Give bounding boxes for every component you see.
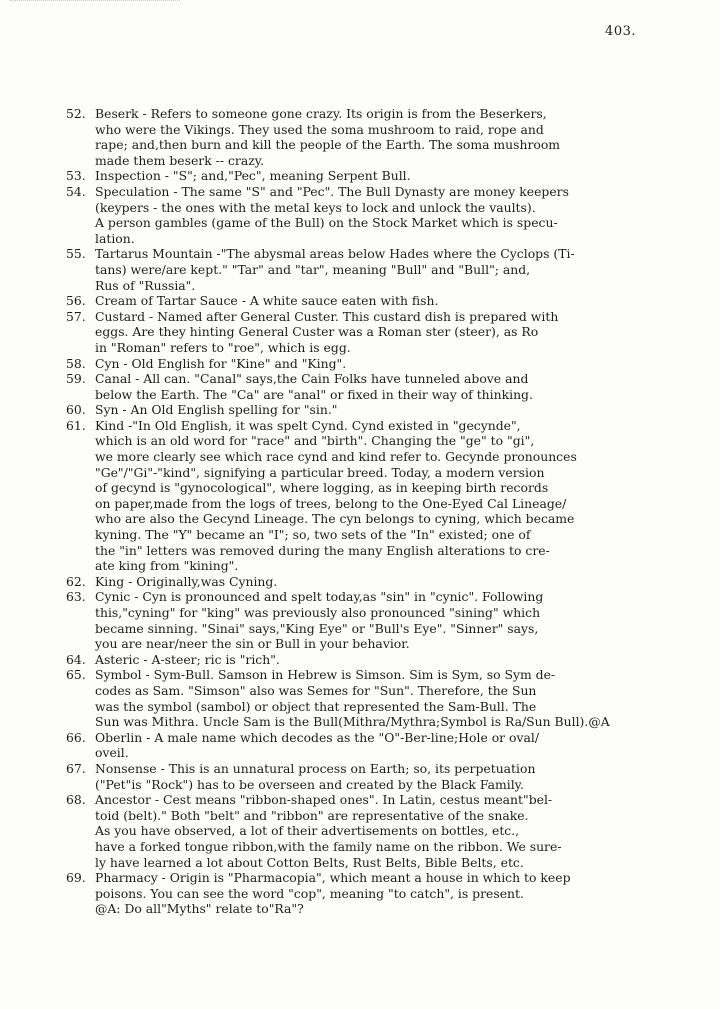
- glossary-entry: [66, 418, 666, 574]
- glossary-entry: [66, 168, 666, 184]
- entry-line: "Ge"/"Gi"-"kind", signifying a particular breed. Today, a modern version: [95, 464, 545, 480]
- entry-text: [95, 371, 666, 402]
- glossary-entry: [66, 589, 666, 651]
- entry-line: on paper,made from the logs of trees, belong to the One-Eyed Cal Lineage/: [95, 495, 567, 511]
- entry-text: [95, 792, 666, 870]
- entry-line: oveil.: [95, 745, 129, 761]
- scan-artifact: [10, 0, 180, 5]
- glossary-entry: [66, 574, 666, 590]
- entry-number: 55.: [66, 246, 86, 262]
- page-number: 403.: [605, 24, 636, 39]
- entry-text: [95, 356, 666, 372]
- entry-line: eggs. Are they hinting General Custer was a Roman ster (steer), as Ro: [95, 324, 539, 340]
- entry-line: below the Earth. The "Ca" are "anal" or fixed in their way of thinking.: [95, 386, 533, 402]
- glossary-entry: [66, 667, 666, 729]
- entry-line: Cyn - Old English for "Kine" and "King".: [95, 355, 347, 371]
- entry-line: rape; and,then burn and kill the people of the Earth. The soma mushroom: [95, 137, 561, 153]
- entry-line: (keypers - the ones with the metal keys to lock and unlock the vaults).: [95, 199, 536, 215]
- glossary-entry: [66, 246, 666, 293]
- entry-line: codes as Sam. "Simson" also was Semes for "Sun". Therefore, the Sun: [95, 682, 537, 698]
- entry-text: [95, 402, 666, 418]
- glossary-entry: [66, 870, 666, 917]
- glossary-entry: [66, 652, 666, 668]
- entry-line: Cream of Tartar Sauce - A white sauce eaten with fish.: [95, 293, 439, 309]
- entry-text: [95, 574, 666, 590]
- entry-text: [95, 246, 666, 293]
- entry-line: the "in" letters was removed during the many English alterations to cre-: [95, 542, 550, 558]
- entry-number: 53.: [66, 168, 86, 184]
- entry-line: which is an old word for "race" and "birth". Changing the "ge" to "gi",: [95, 433, 535, 449]
- entry-line: Symbol - Sym-Bull. Samson in Hebrew is Simson. Sim is Sym, so Sym de-: [95, 667, 556, 683]
- entry-line: you are near/neer the sin or Bull in your behavior.: [95, 636, 410, 652]
- entry-line: Nonsense - This is an unnatural process on Earth; so, its perpetuation: [95, 760, 536, 776]
- entry-text: [95, 761, 666, 792]
- entry-text: [95, 589, 666, 651]
- entry-line: tans) were/are kept." "Tar" and "tar", meaning "Bull" and "Bull"; and,: [95, 261, 531, 277]
- entry-number: 62.: [66, 573, 86, 589]
- entry-line: Inspection - "S"; and,"Pec", meaning Serpent Bull.: [95, 168, 411, 184]
- entry-line: lation.: [95, 230, 135, 246]
- entry-number: 65.: [66, 667, 86, 683]
- entry-text: [95, 667, 666, 729]
- entry-line: Asteric - A-steer; ric is "rich".: [95, 651, 280, 667]
- entry-line: ("Pet"is "Rock") has to be overseen and created by the Black Family.: [95, 776, 524, 792]
- entry-line: who were the Vikings. They used the soma mushroom to raid, rope and: [95, 121, 544, 137]
- entry-line: was the symbol (sambol) or object that represented the Sam-Bull. The: [95, 698, 537, 714]
- entry-line: Sun was Mithra. Uncle Sam is the Bull(Mithra/Mythra;Symbol is Ra/Sun Bull).@A: [95, 714, 610, 730]
- entry-number: 54.: [66, 183, 86, 199]
- glossary-entry: [66, 761, 666, 792]
- entry-text: [95, 418, 666, 574]
- entry-line: made them beserk -- crazy.: [95, 152, 265, 168]
- entry-list: [66, 106, 666, 917]
- glossary-entry: [66, 371, 666, 402]
- glossary-entry: [66, 309, 666, 356]
- entry-number: 69.: [66, 870, 86, 886]
- entry-line: King - Originally,was Cyning.: [95, 573, 278, 589]
- entry-text: [95, 870, 666, 917]
- entry-line: Oberlin - A male name which decodes as the "O"-Ber-line;Hole or oval/: [95, 729, 540, 745]
- entry-line: toid (belt)." Both "belt" and "ribbon" are representative of the snake.: [95, 807, 529, 823]
- entry-number: 56.: [66, 293, 86, 309]
- entry-number: 60.: [66, 402, 86, 418]
- entry-line: ly have learned a lot about Cotton Belts, Rust Belts, Bible Belts, etc.: [95, 854, 524, 870]
- entry-number: 61.: [66, 417, 86, 433]
- entry-line: Syn - An Old English spelling for "sin.": [95, 402, 338, 418]
- entry-line: kyning. The "Y" became an "I"; so, two sets of the "In" existed; one of: [95, 527, 531, 543]
- entry-line: Kind -"In Old English, it was spelt Cynd. Cynd existed in "gecynde",: [95, 417, 521, 433]
- entry-line: we more clearly see which race cynd and kind refer to. Gecynde pronounces: [95, 449, 577, 465]
- glossary-entry: [66, 730, 666, 761]
- glossary-entry: [66, 792, 666, 870]
- glossary-entry: [66, 356, 666, 372]
- entry-text: [95, 168, 666, 184]
- entry-line: ate king from "kining".: [95, 558, 239, 574]
- entry-number: 52.: [66, 106, 86, 121]
- glossary-entry: [66, 402, 666, 418]
- entry-number: 64.: [66, 651, 86, 667]
- entry-line: Rus of "Russia".: [95, 277, 196, 293]
- entry-line: Canal - All can. "Canal" says,the Cain Folks have tunneled above and: [95, 371, 529, 387]
- entry-number: 68.: [66, 792, 86, 808]
- entry-text: [95, 184, 666, 246]
- entry-line: Beserk - Refers to someone gone crazy. Its origin is from the Beserkers,: [95, 106, 547, 121]
- entry-line: who are also the Gecynd Lineage. The cyn belongs to cyning, which became: [95, 511, 575, 527]
- entry-text: [95, 309, 666, 356]
- entry-line: Ancestor - Cest means "ribbon-shaped ones". In Latin, cestus meant"bel-: [95, 792, 553, 808]
- entry-line: @A: Do all"Myths" relate to"Ra"?: [95, 901, 304, 917]
- entry-line: Tartarus Mountain -"The abysmal areas below Hades where the Cyclops (Ti-: [95, 246, 575, 262]
- entry-line: Cynic - Cyn is pronounced and spelt today,as "sin" in "cynic". Following: [95, 589, 544, 605]
- entry-text: [95, 106, 666, 168]
- glossary-entry: [66, 184, 666, 246]
- entry-number: 59.: [66, 371, 86, 387]
- entry-line: Speculation - The same "S" and "Pec". The Bull Dynasty are money keepers: [95, 183, 569, 199]
- entry-number: 66.: [66, 729, 86, 745]
- entry-line: Custard - Named after General Custer. This custard dish is prepared with: [95, 308, 559, 324]
- entry-line: became sinning. "Sinai" says,"King Eye" or "Bull's Eye". "Sinner" says,: [95, 620, 539, 636]
- glossary-entry: [66, 106, 666, 168]
- entry-number: 67.: [66, 760, 86, 776]
- entry-text: [95, 730, 666, 761]
- entry-number: 58.: [66, 355, 86, 371]
- entry-line: Pharmacy - Origin is "Pharmacopia", which meant a house in which to keep: [95, 870, 571, 886]
- entry-line: As you have observed, a lot of their advertisements on bottles, etc.,: [95, 823, 520, 839]
- entry-line: in "Roman" refers to "roe", which is egg.: [95, 339, 351, 355]
- entry-line: A person gambles (game of the Bull) on the Stock Market which is specu-: [95, 215, 558, 231]
- entry-line: this,"cyning" for "king" was previously also pronounced "sining" which: [95, 605, 541, 620]
- entry-number: 63.: [66, 589, 86, 605]
- entry-number: 57.: [66, 308, 86, 324]
- entry-text: [95, 652, 666, 668]
- entry-text: [95, 293, 666, 309]
- entry-line: of gecynd is "gynocological", where logging, as in keeping birth records: [95, 480, 549, 496]
- glossary-entry: [66, 293, 666, 309]
- entry-line: have a forked tongue ribbon,with the family name on the ribbon. We sure-: [95, 838, 562, 854]
- entry-line: poisons. You can see the word "cop", meaning "to catch", is present.: [95, 885, 524, 901]
